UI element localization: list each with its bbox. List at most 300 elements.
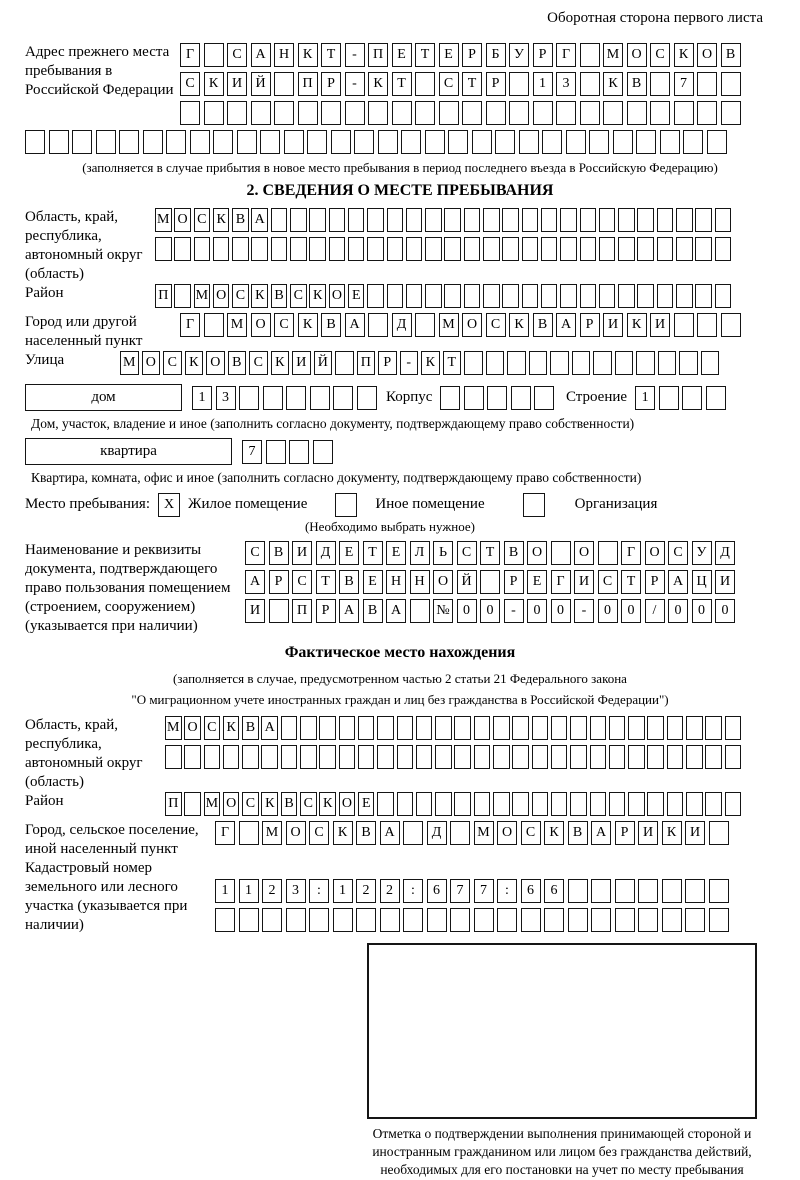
kvartira-note: Квартира, комната, офис и иное (заполнить согласно документу, подтверждающему право собственности) [31, 470, 642, 485]
char-box [522, 208, 539, 232]
oblast-row-2 [155, 237, 734, 261]
char-box [676, 284, 693, 308]
char-box: М [474, 821, 494, 845]
char-box: К [298, 313, 318, 337]
char-box: Т [316, 570, 336, 594]
char-box: К [662, 821, 682, 845]
char-box [377, 716, 394, 740]
char-box: - [504, 599, 524, 623]
char-box [721, 101, 741, 125]
char-box: К [204, 72, 224, 96]
char-box: В [568, 821, 588, 845]
char-box [551, 716, 568, 740]
char-box: И [574, 570, 594, 594]
char-box [335, 351, 354, 375]
char-box [204, 43, 224, 67]
char-box [358, 716, 375, 740]
char-box [319, 745, 336, 769]
char-box [300, 745, 317, 769]
char-box: О [174, 208, 191, 232]
char-box [570, 745, 587, 769]
char-box [598, 541, 618, 565]
char-box [397, 745, 414, 769]
char-box [618, 284, 635, 308]
char-box [657, 237, 674, 261]
char-box [435, 745, 452, 769]
char-box: В [232, 208, 249, 232]
char-box [440, 386, 460, 410]
char-box [237, 130, 257, 154]
char-box [96, 130, 116, 154]
char-box [560, 237, 577, 261]
char-box [143, 130, 163, 154]
char-box [493, 716, 510, 740]
char-box [271, 237, 288, 261]
korpus-row [440, 386, 558, 410]
char-box: В [363, 599, 383, 623]
char-box [544, 908, 564, 932]
fact-rayon-label: Район [25, 793, 64, 809]
char-box: О [433, 570, 453, 594]
char-box [551, 792, 568, 816]
char-box [721, 313, 741, 337]
char-box: Е [386, 541, 406, 565]
char-box [637, 208, 654, 232]
char-box [650, 72, 670, 96]
char-box [462, 101, 482, 125]
char-box: М [227, 313, 247, 337]
oblast-row-1 [155, 208, 734, 232]
char-box [541, 284, 558, 308]
stroenie-label: Строение [565, 389, 628, 405]
char-box [403, 908, 423, 932]
char-box: Г [180, 43, 200, 67]
char-box [715, 284, 732, 308]
char-box: Р [378, 351, 397, 375]
prev-address-note: (заполняется в случае прибытия в новое место пребывания в период последнего въезда в Российскую Федерацию) [82, 160, 718, 175]
char-box [483, 208, 500, 232]
char-box: С [180, 72, 200, 96]
char-box [676, 208, 693, 232]
char-box: Р [504, 570, 524, 594]
char-box [403, 821, 423, 845]
char-box: П [165, 792, 182, 816]
char-box [599, 237, 616, 261]
char-box: В [281, 792, 298, 816]
char-box [590, 716, 607, 740]
ulitsa-label: Улица [25, 352, 65, 368]
char-box [425, 208, 442, 232]
rayon-label: Район [25, 285, 64, 301]
char-box [697, 313, 717, 337]
char-box [474, 908, 494, 932]
char-box: Е [358, 792, 375, 816]
char-box [25, 130, 45, 154]
char-box [425, 284, 442, 308]
fact-gorod-row [215, 821, 732, 845]
char-box [591, 908, 611, 932]
char-box: А [591, 821, 611, 845]
char-box [638, 879, 658, 903]
char-box [618, 208, 635, 232]
char-box: К [319, 792, 336, 816]
char-box [509, 101, 529, 125]
char-box [628, 792, 645, 816]
char-box: 0 [692, 599, 712, 623]
fact-title: Фактическое место нахождения [284, 644, 516, 661]
char-box [550, 351, 569, 375]
rayon-row [155, 284, 734, 308]
char-box [397, 716, 414, 740]
char-box [474, 792, 491, 816]
dom-row [192, 386, 380, 410]
char-box [667, 792, 684, 816]
char-box [580, 101, 600, 125]
char-box [570, 792, 587, 816]
char-box: А [668, 570, 688, 594]
char-box [685, 879, 705, 903]
char-box: : [403, 879, 423, 903]
fact-oblast-row-1 [165, 716, 744, 740]
char-box [454, 716, 471, 740]
char-box: В [339, 570, 359, 594]
kvartira-fieldbox: квартира [25, 438, 232, 465]
kadastr-row-2 [215, 908, 732, 932]
char-box [609, 745, 626, 769]
option-organizatsiya-label: Организация [574, 496, 658, 512]
char-box [556, 101, 576, 125]
char-box [599, 284, 616, 308]
char-box [284, 130, 304, 154]
char-box [368, 313, 388, 337]
char-box [286, 386, 306, 410]
char-box: С [309, 821, 329, 845]
prev-address-row-4 [25, 130, 775, 154]
char-box [397, 792, 414, 816]
char-box: С [232, 284, 249, 308]
char-box [627, 101, 647, 125]
char-box [519, 130, 539, 154]
char-box [348, 237, 365, 261]
char-box [541, 237, 558, 261]
char-box: Д [316, 541, 336, 565]
char-box: К [261, 792, 278, 816]
char-box: Н [410, 570, 430, 594]
char-box [242, 745, 259, 769]
char-box: Т [462, 72, 482, 96]
char-box: Г [551, 570, 571, 594]
char-box: К [223, 716, 240, 740]
char-box: О [286, 821, 306, 845]
char-box: С [486, 313, 506, 337]
char-box [609, 792, 626, 816]
char-box [497, 908, 517, 932]
char-box: А [245, 570, 265, 594]
char-box [495, 130, 515, 154]
char-box: О [329, 284, 346, 308]
char-box [657, 284, 674, 308]
char-box [281, 716, 298, 740]
char-box [580, 237, 597, 261]
char-box: П [155, 284, 172, 308]
stamp-box [367, 943, 757, 1119]
char-box: : [497, 879, 517, 903]
char-box [286, 908, 306, 932]
char-box [570, 716, 587, 740]
char-box: И [685, 821, 705, 845]
char-box [502, 237, 519, 261]
char-box [487, 386, 507, 410]
char-box [685, 908, 705, 932]
char-box: П [368, 43, 388, 67]
doc-label: Наименование и реквизиты документа, подтверждающего право пользования помещением (строением, сооружением) (указывается при наличии) [25, 542, 231, 634]
char-box: В [271, 284, 288, 308]
char-box [493, 745, 510, 769]
char-box: О [142, 351, 161, 375]
char-box [444, 284, 461, 308]
char-box: О [497, 821, 517, 845]
option-zhiloe-label: Жилое помещение [188, 496, 308, 512]
ulitsa-block [25, 351, 775, 380]
char-box [213, 130, 233, 154]
char-box [695, 208, 712, 232]
char-box: 3 [216, 386, 236, 410]
char-box [580, 72, 600, 96]
char-box: Й [251, 72, 271, 96]
stamp-area [25, 943, 775, 1179]
oblast-block [25, 208, 775, 284]
char-box: Й [314, 351, 333, 375]
char-box [486, 351, 505, 375]
char-box [511, 386, 531, 410]
char-box [628, 745, 645, 769]
char-box: Ь [433, 541, 453, 565]
char-box [707, 130, 727, 154]
char-box [667, 716, 684, 740]
char-box [444, 208, 461, 232]
char-box: Р [321, 72, 341, 96]
char-box: 3 [286, 879, 306, 903]
fact-note-1: (заполняется в случае, предусмотренном частью 2 статьи 21 Федерального закона [173, 671, 627, 686]
char-box [637, 284, 654, 308]
char-box [119, 130, 139, 154]
char-box [638, 908, 658, 932]
char-box: О [251, 313, 271, 337]
char-box [615, 879, 635, 903]
char-box: П [298, 72, 318, 96]
char-box [415, 313, 435, 337]
char-box [223, 745, 240, 769]
char-box [358, 745, 375, 769]
char-box [715, 237, 732, 261]
char-box: М [439, 313, 459, 337]
char-box [480, 570, 500, 594]
char-box: В [721, 43, 741, 67]
char-box: С [292, 570, 312, 594]
char-box [534, 386, 554, 410]
char-box: С [290, 284, 307, 308]
char-box [356, 908, 376, 932]
char-box: С [242, 792, 259, 816]
char-box [251, 101, 271, 125]
char-box [416, 716, 433, 740]
char-box [580, 208, 597, 232]
char-box: / [645, 599, 665, 623]
char-box: С [249, 351, 268, 375]
char-box [204, 101, 224, 125]
char-box: В [242, 716, 259, 740]
char-box [180, 101, 200, 125]
char-box [472, 130, 492, 154]
char-box: Т [363, 541, 383, 565]
char-box [697, 101, 717, 125]
char-box [551, 541, 571, 565]
char-box: 2 [262, 879, 282, 903]
gorod-row [180, 313, 744, 337]
char-box [165, 745, 182, 769]
char-box: М [155, 208, 172, 232]
char-box [333, 386, 353, 410]
char-box: И [245, 599, 265, 623]
char-box: В [321, 313, 341, 337]
char-box [522, 237, 539, 261]
char-box: С [457, 541, 477, 565]
char-box: С [598, 570, 618, 594]
char-box [309, 908, 329, 932]
char-box [367, 284, 384, 308]
char-box [387, 237, 404, 261]
char-box [697, 72, 717, 96]
char-box [705, 716, 722, 740]
char-box: И [292, 541, 312, 565]
char-box: С [245, 541, 265, 565]
char-box [657, 208, 674, 232]
char-box: 0 [668, 599, 688, 623]
char-box [589, 130, 609, 154]
char-box [435, 792, 452, 816]
char-box: В [356, 821, 376, 845]
char-box [695, 237, 712, 261]
char-box [483, 237, 500, 261]
char-box [568, 908, 588, 932]
char-box [72, 130, 92, 154]
char-box [281, 745, 298, 769]
char-box [709, 908, 729, 932]
char-box [647, 792, 664, 816]
char-box [215, 908, 235, 932]
char-box: К [251, 284, 268, 308]
char-box [474, 745, 491, 769]
char-box: П [357, 351, 376, 375]
sheet-side-note: Оборотная сторона первого листа [547, 10, 763, 26]
prev-address-block [25, 43, 775, 130]
char-box [522, 284, 539, 308]
char-box [263, 386, 283, 410]
char-box [401, 130, 421, 154]
char-box [512, 716, 529, 740]
fact-oblast-row-2 [165, 745, 744, 769]
char-box: 1 [192, 386, 212, 410]
char-box: А [386, 599, 406, 623]
char-box: 0 [621, 599, 641, 623]
fact-note-2: "О миграционном учете иностранных граждан и лиц без гражданства в Российской Федерации") [131, 692, 669, 707]
char-box: 0 [551, 599, 571, 623]
char-box [532, 745, 549, 769]
char-box [541, 208, 558, 232]
char-box: С [650, 43, 670, 67]
char-box [706, 386, 726, 410]
char-box: Е [439, 43, 459, 67]
char-box [416, 792, 433, 816]
prev-address-label: Адрес прежнего места пребывания в Российской Федерации [25, 44, 174, 98]
char-box [701, 351, 720, 375]
char-box: 7 [242, 440, 262, 464]
char-box [377, 792, 394, 816]
char-box [686, 792, 703, 816]
char-box: Г [621, 541, 641, 565]
char-box: С [194, 208, 211, 232]
char-box [551, 745, 568, 769]
char-box: 1 [533, 72, 553, 96]
char-box [213, 237, 230, 261]
char-box: 1 [239, 879, 259, 903]
char-box [650, 101, 670, 125]
kadastr-row-1 [215, 879, 732, 903]
char-box: О [697, 43, 717, 67]
char-box [251, 237, 268, 261]
char-box [705, 745, 722, 769]
char-box: Р [269, 570, 289, 594]
doc-row-3 [245, 599, 739, 623]
char-box [647, 745, 664, 769]
char-box: А [345, 313, 365, 337]
char-box [309, 208, 326, 232]
char-box [674, 313, 694, 337]
char-box [659, 386, 679, 410]
char-box: 1 [333, 879, 353, 903]
char-box [599, 208, 616, 232]
char-box: - [400, 351, 419, 375]
char-box: А [261, 716, 278, 740]
char-box: И [292, 351, 311, 375]
char-box [321, 101, 341, 125]
char-box [507, 351, 526, 375]
char-box [313, 440, 333, 464]
char-box [682, 386, 702, 410]
kvartira-row [242, 440, 336, 464]
char-box [532, 792, 549, 816]
char-box: М [165, 716, 182, 740]
char-box: 0 [715, 599, 735, 623]
char-box: И [715, 570, 735, 594]
char-box: К [298, 43, 318, 67]
char-box: - [345, 72, 365, 96]
dom-fieldbox: дом [25, 384, 182, 411]
char-box [368, 101, 388, 125]
char-box [367, 237, 384, 261]
char-box: Т [443, 351, 462, 375]
char-box [454, 745, 471, 769]
char-box [333, 908, 353, 932]
char-box [377, 745, 394, 769]
char-box [683, 130, 703, 154]
char-box [615, 908, 635, 932]
char-box [509, 72, 529, 96]
char-box: О [462, 313, 482, 337]
char-box [603, 101, 623, 125]
char-box: № [433, 599, 453, 623]
char-box: Р [533, 43, 553, 67]
